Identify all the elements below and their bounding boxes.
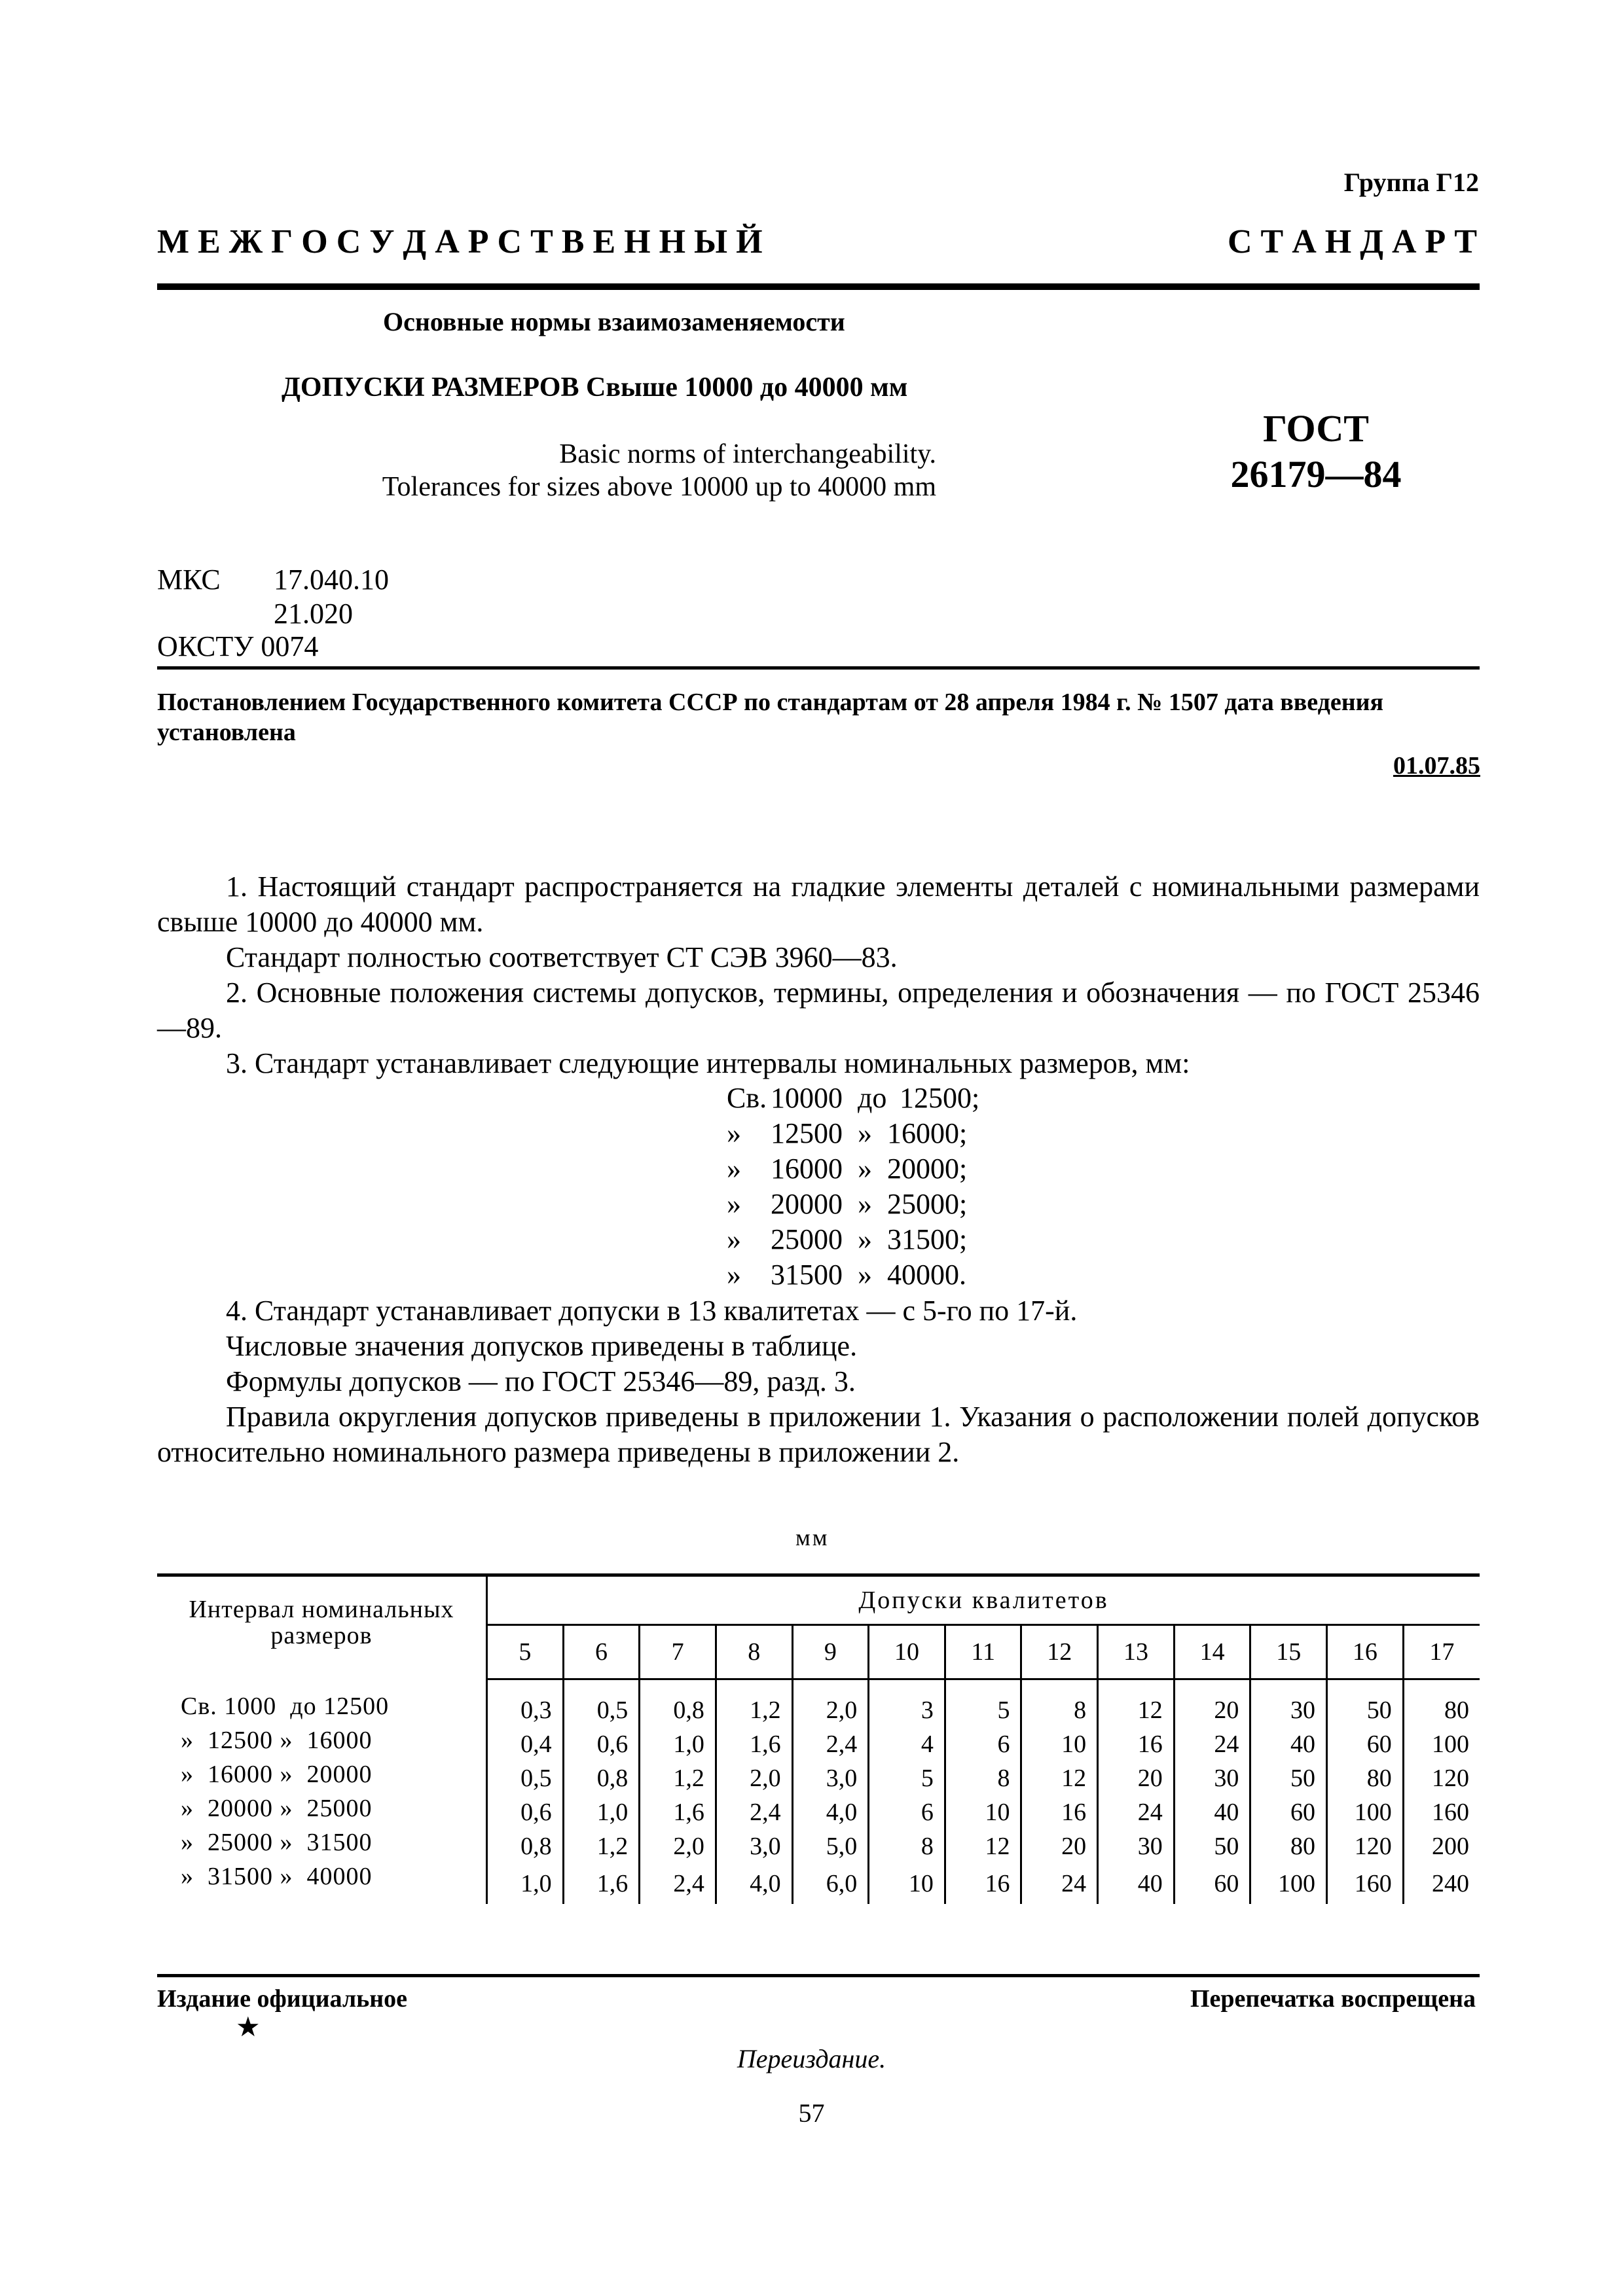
paragraph-6: Формулы допусков — по ГОСТ 25346—89, разд. 3. <box>226 1365 856 1397</box>
tolerance-cell: 60 <box>1327 1727 1404 1761</box>
grade-header-cell: 8 <box>716 1625 792 1679</box>
tolerance-cell: 0,4 <box>487 1727 564 1761</box>
gost-designation <box>1113 406 1519 497</box>
tolerance-cell: 0,5 <box>563 1693 640 1727</box>
tolerance-cell: 10 <box>869 1863 945 1904</box>
gost-label: ГОСТ <box>1263 407 1369 450</box>
tolerance-cell: 2,4 <box>792 1727 869 1761</box>
group-label: Группа Г12 <box>1343 168 1479 197</box>
tolerance-cell: 30 <box>1098 1829 1175 1863</box>
footer-rule <box>157 1974 1480 1977</box>
paragraph-7: Правила округления допусков приведены в приложении 1. Указания о расположении полей допусков относительно номинального размера приведены в приложении 2. <box>157 1401 1480 1468</box>
tolerance-cell: 2,0 <box>640 1829 716 1863</box>
official-edition: Издание официальное <box>157 1985 408 2013</box>
tolerance-cell: 8 <box>1021 1693 1098 1727</box>
tolerance-cell: 120 <box>1327 1829 1404 1863</box>
tolerance-cell: 8 <box>869 1829 945 1863</box>
tolerance-cell: 3 <box>869 1693 945 1727</box>
grades-group-header: Допуски квалитетов <box>487 1575 1480 1625</box>
table-spacer-row <box>157 1679 1480 1694</box>
tolerance-table <box>157 1573 1480 1904</box>
top-rule <box>157 283 1480 290</box>
interval-cell: » 31500 » 40000 <box>181 1863 373 1890</box>
tolerance-cell: 8 <box>945 1761 1021 1795</box>
tolerance-cell: 1,0 <box>487 1863 564 1904</box>
tolerance-cell: 30 <box>1174 1761 1250 1795</box>
table-row <box>157 1761 1480 1795</box>
tolerance-cell: 10 <box>945 1795 1021 1829</box>
tolerance-cell: 50 <box>1250 1761 1327 1795</box>
tolerance-cell: 16 <box>1098 1727 1175 1761</box>
tolerance-cell: 0,3 <box>487 1693 564 1727</box>
tolerance-cell: 1,0 <box>563 1795 640 1829</box>
grade-header-cell: 11 <box>945 1625 1021 1679</box>
reprint-notice: Перепечатка воспрещена <box>1190 1985 1476 2013</box>
grade-header-cell: 9 <box>792 1625 869 1679</box>
tolerance-cell: 0,8 <box>487 1829 564 1863</box>
tolerance-cell: 12 <box>945 1829 1021 1863</box>
banner-left: М Е Ж Г О С У Д А Р С Т В Е Н Н Ы Й <box>157 223 763 260</box>
table-unit: мм <box>795 1524 830 1551</box>
paragraph-3: 3. Стандарт устанавливает следующие интервалы номинальных размеров, мм: <box>226 1047 1190 1079</box>
star-icon: ★ <box>236 2013 261 2043</box>
interval-cell: » 20000 » 25000 <box>181 1795 373 1822</box>
tolerance-cell: 2,4 <box>716 1795 792 1829</box>
tolerance-cell: 1,2 <box>716 1693 792 1727</box>
tolerance-cell: 2,0 <box>716 1761 792 1795</box>
tolerance-cell: 40 <box>1250 1727 1327 1761</box>
interval-cell: Св. 1000 до 12500 <box>181 1693 390 1720</box>
tolerance-cell: 4,0 <box>792 1795 869 1829</box>
tolerance-cell: 40 <box>1098 1863 1175 1904</box>
tolerance-cell: 1,6 <box>563 1863 640 1904</box>
tolerance-cell: 200 <box>1403 1829 1480 1863</box>
tolerance-cell: 6 <box>869 1795 945 1829</box>
grade-header-cell: 12 <box>1021 1625 1098 1679</box>
mks-label: МКС <box>157 564 221 596</box>
tolerance-cell: 40 <box>1174 1795 1250 1829</box>
grade-header-cell: 14 <box>1174 1625 1250 1679</box>
tolerance-cell: 50 <box>1327 1693 1404 1727</box>
grade-header-cell: 10 <box>869 1625 945 1679</box>
tolerance-cell: 50 <box>1174 1829 1250 1863</box>
tolerance-cell: 120 <box>1403 1761 1480 1795</box>
gost-number: 26179—84 <box>1230 453 1402 495</box>
tolerance-cell: 100 <box>1250 1863 1327 1904</box>
tolerance-cell: 1,0 <box>640 1727 716 1761</box>
tolerance-cell: 16 <box>945 1863 1021 1904</box>
tolerance-cell: 20 <box>1021 1829 1098 1863</box>
grade-header-cell: 5 <box>487 1625 564 1679</box>
paragraph-2: 2. Основные положения системы допусков, термины, определения и обозначения — по ГОСТ 25346—89. <box>157 977 1480 1044</box>
banner-right: С Т А Н Д А Р Т <box>1227 223 1477 260</box>
tolerance-cell: 5 <box>945 1693 1021 1727</box>
english-title-line1: Basic norms of interchangeability. <box>559 439 936 469</box>
mks-code: 21.020 <box>274 598 353 630</box>
document-title: ДОПУСКИ РАЗМЕРОВ Свыше 10000 до 40000 мм <box>282 372 908 403</box>
tolerance-cell: 5,0 <box>792 1829 869 1863</box>
tolerance-cell: 16 <box>1021 1795 1098 1829</box>
standard-banner <box>157 223 1477 261</box>
table-body <box>157 1679 1480 1905</box>
tolerance-cell: 80 <box>1250 1829 1327 1863</box>
paragraph-5: Числовые значения допусков приведены в таблице. <box>226 1330 858 1362</box>
tolerance-cell: 24 <box>1174 1727 1250 1761</box>
tolerance-cell: 60 <box>1174 1863 1250 1904</box>
table-row <box>157 1693 1480 1727</box>
table-row <box>157 1727 1480 1761</box>
tolerance-cell: 1,6 <box>640 1795 716 1829</box>
tolerance-cell: 160 <box>1403 1795 1480 1829</box>
tolerance-cell: 6 <box>945 1727 1021 1761</box>
effective-date: 01.07.85 <box>1393 752 1480 780</box>
tolerance-cell: 1,2 <box>640 1761 716 1795</box>
table-row <box>157 1829 1480 1863</box>
page-number: 57 <box>798 2098 825 2128</box>
grade-header-cell: 13 <box>1098 1625 1175 1679</box>
tolerance-cell: 1,2 <box>563 1829 640 1863</box>
tolerance-cell: 24 <box>1098 1795 1175 1829</box>
tolerance-cell: 12 <box>1021 1761 1098 1795</box>
grade-header-cell: 17 <box>1403 1625 1480 1679</box>
tolerance-cell: 2,4 <box>640 1863 716 1904</box>
tolerance-cell: 0,8 <box>563 1761 640 1795</box>
grade-header-cell: 6 <box>563 1625 640 1679</box>
interval-cell: » 16000 » 20000 <box>181 1761 373 1788</box>
tolerance-cell: 4 <box>869 1727 945 1761</box>
tolerance-cell: 0,5 <box>487 1761 564 1795</box>
tolerance-cell: 80 <box>1403 1693 1480 1727</box>
tolerance-cell: 2,0 <box>792 1693 869 1727</box>
tolerance-cell: 160 <box>1327 1863 1404 1904</box>
tolerance-cell: 20 <box>1174 1693 1250 1727</box>
tolerance-cell: 0,8 <box>640 1693 716 1727</box>
tolerance-cell: 3,0 <box>792 1761 869 1795</box>
tolerance-cell: 12 <box>1098 1693 1175 1727</box>
tolerance-cell: 30 <box>1250 1693 1327 1727</box>
okstu-code: ОКСТУ 0074 <box>157 630 319 662</box>
tolerance-cell: 1,6 <box>716 1727 792 1761</box>
english-title-line2: Tolerances for sizes above 10000 up to 40000 mm <box>382 472 936 502</box>
reissue-note: Переиздание. <box>737 2044 886 2073</box>
decree-text: Постановлением Государственного комитета СССР по стандартам от 28 апреля 1984 г. № 1507 дата введения установлена <box>157 689 1384 746</box>
subtitle: Основные нормы взаимозаменяемости <box>383 307 845 336</box>
tolerance-cell: 0,6 <box>487 1795 564 1829</box>
tolerance-cell: 80 <box>1327 1761 1404 1795</box>
grade-header-cell: 7 <box>640 1625 716 1679</box>
tolerance-cell: 24 <box>1021 1863 1098 1904</box>
paragraph-1b: Стандарт полностью соответствует СТ СЭВ 3960—83. <box>226 941 898 973</box>
grade-header-cell: 15 <box>1250 1625 1327 1679</box>
tolerance-cell: 4,0 <box>716 1863 792 1904</box>
interval-column-header: Интервал номинальных размеров <box>157 1575 487 1679</box>
tolerance-cell: 3,0 <box>716 1829 792 1863</box>
paragraph-1: 1. Настоящий стандарт распространяется на гладкие элементы деталей с номинальными размерами свыше 10000 до 40000 мм. <box>157 870 1480 938</box>
paragraph-4: 4. Стандарт устанавливает допуски в 13 квалитетах — с 5-го по 17-й. <box>226 1295 1078 1327</box>
tolerance-cell: 10 <box>1021 1727 1098 1761</box>
tolerance-cell: 20 <box>1098 1761 1175 1795</box>
interval-cell: » 12500 » 16000 <box>181 1727 373 1754</box>
tolerance-cell: 5 <box>869 1761 945 1795</box>
tolerance-cell: 60 <box>1250 1795 1327 1829</box>
interval-cell: » 25000 » 31500 <box>181 1829 373 1856</box>
tolerance-cell: 6,0 <box>792 1863 869 1904</box>
mks-code: 17.040.10 <box>274 564 389 596</box>
tolerance-cell: 0,6 <box>563 1727 640 1761</box>
grade-header-cell: 16 <box>1327 1625 1404 1679</box>
tolerance-cell: 240 <box>1403 1863 1480 1904</box>
tolerance-cell: 100 <box>1403 1727 1480 1761</box>
table-row <box>157 1795 1480 1829</box>
tolerance-cell: 100 <box>1327 1795 1404 1829</box>
table-row <box>157 1863 1480 1904</box>
classification-rule <box>157 666 1480 670</box>
